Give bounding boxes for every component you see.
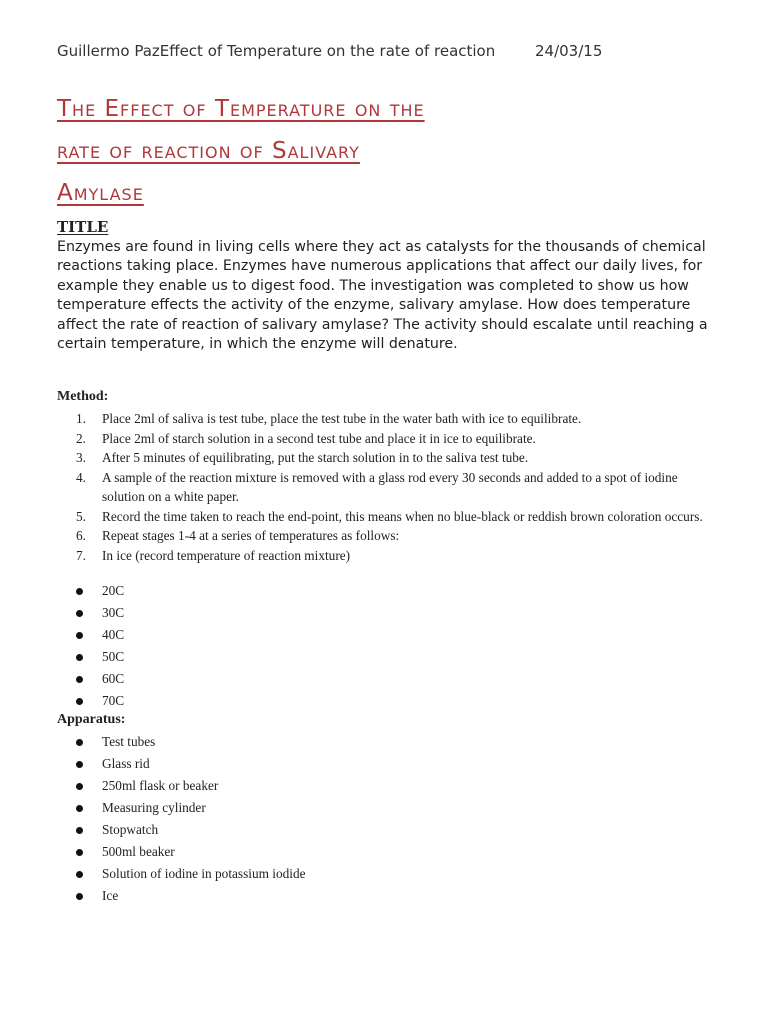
bullet-icon [76,761,83,768]
bullet-icon [76,849,83,856]
apparatus-item [102,841,502,863]
bullet-icon [76,632,83,639]
apparatus-item [102,775,502,797]
apparatus-item [102,885,502,907]
temperature-list [102,580,502,712]
method-step [76,526,722,546]
temperature-item [102,580,502,602]
apparatus-item [102,863,502,885]
apparatus-item [102,753,502,775]
temperature-item [102,602,502,624]
apparatus-text: Solution of iodine in potassium iodide [102,866,306,881]
step-text: Repeat stages 1-4 at a series of temperatures as follows: [102,528,400,543]
header-text: Guillermo PazEffect of Temperature on the rate of reaction [57,42,496,60]
intro-paragraph: Enzymes are found in living cells where they act as catalysts for the thousands of chemical reactions taking place. Enzymes have numerous applications that affect our daily lives, for example they enable us to digest food. The investigation was completed to show us how temperature effects the activity of the enzyme, salivary amylase. How does temperature affect the rate of reaction of salivary amylase? The activity should escalate until reaching a certain temperature, in which the enzyme will denature. [57,239,708,353]
bullet-icon [76,805,83,812]
bullet-icon [76,871,83,878]
step-number: 7. [76,547,86,563]
apparatus-text: Ice [102,888,119,903]
step-text: Record the time taken to reach the end-point, this means when no blue-black or reddish brown coloration occurs. [102,508,703,524]
step-number: 2. [76,430,86,446]
bullet-icon [76,676,83,683]
apparatus-heading: Apparatus: [57,712,126,727]
temperature-item [102,624,502,646]
bullet-icon [76,739,83,746]
bullet-icon [76,610,83,617]
apparatus-text: Stopwatch [102,822,159,837]
method-step [76,468,722,507]
step-number: 4. [76,469,86,485]
apparatus-list [102,731,502,907]
bullet-icon [76,827,83,834]
apparatus-text: Test tubes [102,734,156,749]
apparatus-item [102,819,502,841]
step-text: In ice (record temperature of reaction mixture) [102,547,351,563]
step-number: 3. [76,450,86,465]
bullet-icon [76,588,83,595]
temperature-value: 40C [102,627,125,642]
title-line-2: rate of reaction of Salivary [57,138,360,164]
method-step [76,429,722,449]
temperature-value: 60C [102,671,125,686]
temperature-item [102,668,502,690]
apparatus-text: Measuring cylinder [102,800,206,815]
document-header [57,42,717,60]
method-step [76,546,722,566]
temperature-value: 70C [102,693,125,708]
apparatus-item [102,731,502,753]
method-step [76,507,722,527]
bullet-icon [76,893,83,900]
method-steps-list [76,409,722,565]
step-number: 6. [76,528,86,543]
step-number: 1. [76,411,86,426]
step-text: Place 2ml of saliva is test tube, place the test tube in the water bath with ice to equilibrate. [102,411,582,426]
step-number: 5. [76,508,86,524]
method-heading: Method: [57,389,109,404]
temperature-value: 30C [102,605,125,620]
temperature-value: 20C [102,583,125,598]
apparatus-text: Glass rid [102,756,150,771]
apparatus-text: 250ml flask or beaker [102,778,219,793]
document-title [57,88,717,214]
header-date: 24/03/15 [535,42,603,60]
step-text: After 5 minutes of equilibrating, put the starch solution in to the saliva test tube. [102,450,529,465]
bullet-icon [76,783,83,790]
bullet-icon [76,698,83,705]
method-step [76,409,722,429]
title-line-3: Amylase [57,180,144,206]
temperature-value: 50C [102,649,125,664]
apparatus-item [102,797,502,819]
temperature-item [102,646,502,668]
apparatus-text: 500ml beaker [102,844,175,859]
step-text: A sample of the reaction mixture is removed with a glass rod every 30 seconds and added to a spot of iodine solution on a white paper. [102,469,678,504]
section-title: TITLE [57,218,109,236]
title-line-1: The Effect of Temperature on the [57,96,425,122]
step-text: Place 2ml of starch solution in a second test tube and place it in ice to equilibrate. [102,430,536,446]
temperature-item [102,690,502,712]
method-step [76,448,722,468]
bullet-icon [76,654,83,661]
